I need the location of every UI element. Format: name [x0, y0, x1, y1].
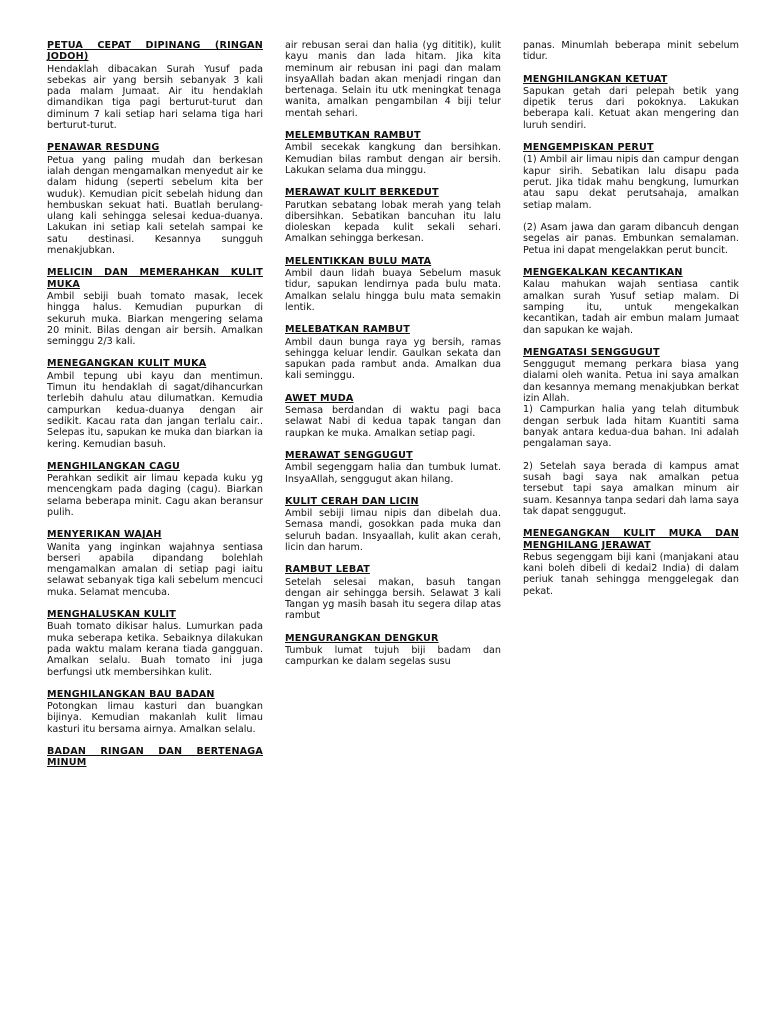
section-heading: KULIT CERAH DAN LICIN [285, 495, 419, 507]
section-heading: MENGURANGKAN DENGKUR [285, 632, 439, 644]
section-heading: PENAWAR RESDUNG [47, 142, 160, 154]
article-section [523, 347, 739, 517]
article-section [523, 142, 739, 256]
section-heading: RAMBUT LEBAT [285, 564, 370, 576]
section-body: Sapukan getah dari pelepah betik yang dipetik terus dari pokoknya. Lakukan beberapa kali. Ketuat akan mengering dan luruh sendiri. [523, 85, 739, 131]
section-heading: MERAWAT SENGGUGUT [285, 449, 413, 461]
section-body: Ambil sebiji buah tomato masak, lecek hingga halus. Kemudian pupurkan di sekuruh muka. Biarkan mengering selama 20 minit. Bilas dengan air bersih. Amalkan seminggu 2/3 kali. [47, 290, 263, 348]
article-section [47, 267, 263, 347]
section-body: Parutkan sebatang lobak merah yang telah dibersihkan. Sebatikan bancuhan itu lalu dioleskan kepada kulit sekali sehari. Amalkan sehingga berkesan. [285, 199, 501, 245]
section-body: Potongkan limau kasturi dan buangkan bijinya. Kemudian makanlah kulit limau kasturi itu bersama airnya. Amalkan selalu. [47, 701, 263, 735]
column-1 [47, 40, 263, 780]
section-heading: MENGHALUSKAN KULIT [47, 609, 177, 621]
section-heading: MENGHILANGKAN BAU BADAN [47, 688, 215, 700]
section-body: air rebusan serai dan halia (yg dititik), kulit kayu manis dan lada hitam. Jika kita meminum air rebusan ini pagi dan malam insyaAllah badan akan menjadi ringan dan bertenaga. Selain itu utk meningkat tenaga wanita, amalkan pengambilan 4 biji telur mentah sehari. [285, 40, 501, 119]
section-heading: MELEMBUTKAN RAMBUT [285, 130, 421, 142]
section-body: Semasa berdandan di waktu pagi baca selawat Nabi di kedua tapak tangan dan raupkan ke muka. Amalkan setiap pagi. [285, 405, 501, 439]
section-heading: MENGATASI SENGGUGUT [523, 346, 660, 358]
section-heading: MENEGANGKAN KULIT MUKA [47, 358, 207, 370]
article-section [47, 142, 263, 256]
section-heading: MENGEKALKAN KECANTIKAN [523, 267, 683, 279]
section-body: Wanita yang inginkan wajahnya sentiasa berseri apabila dipandang bolehlah mengamalkan amalan di setiap pagi iaitu selawat sebanyak tiga kali sebelum mencuci muka. Selamat mencuba. [47, 541, 263, 598]
section-body: Ambil segenggam halia dan tumbuk lumat. InsyaAllah, senggugut akan hilang. [285, 462, 501, 485]
article-section [47, 609, 263, 678]
article-section [47, 40, 263, 131]
section-body: Petua yang paling mudah dan berkesan ialah dengan mengamalkan menyedut air ke dalam hidung (seperti sebelum kita ber wuduk). Kemudian picit sebelah hidung dan hembuskan sekuat hati. Buatlah berulang-ulang kali sehingga selesai kedua-duanya. Lakukan ini setiap kali setelah sampai ke satu destinasi. Kesannya sungguh menakjubkan. [47, 154, 263, 257]
section-body: Buah tomato dikisar halus. Lumurkan pada muka seberapa ketika. Sebaiknya dilakukan pada waktu malam kerana tiada gangguan. Amalkan selalu. Buah tomato ini juga berfungsi utk membersihkan kulit. [47, 621, 263, 678]
article-section [47, 746, 263, 769]
section-body: Ambil daun bunga raya yg bersih, ramas sehingga keluar lendir. Gaulkan sekata dan sapukan pada rambut anda. Amalkan dua kali seminggu. [285, 336, 501, 382]
article-section [285, 324, 501, 381]
section-body: Ambil tepung ubi kayu dan mentimun. Timun itu hendaklah di sagat/dihancurkan terlebih dahulu atau dilumatkan. Kemudia campurkan kedua-duanya dengan air sedikit. Kacau rata dan jangan terlalu cair.. Selepas itu, sapukan ke muka dan biarkan ia kering. Kemudian basuh. [47, 370, 263, 450]
section-heading: MELENTIKKAN BULU MATA [285, 255, 432, 267]
article-section [47, 461, 263, 518]
section-body: Setelah selesai makan, basuh tangan dengan air sehingga bersih. Selawat 3 kali Tangan yg masih basah itu segera dilap atas rambut [285, 576, 501, 622]
article-section [285, 40, 501, 119]
section-heading: MENGHILANGKAN CAGU [47, 460, 181, 472]
section-heading: MENGEMPISKAN PERUT [523, 142, 654, 154]
section-heading: MENGHILANGKAN KETUAT [523, 73, 668, 85]
section-heading: PETUA CEPAT DIPINANG (RINGAN JODOH) [47, 40, 263, 63]
section-body: Ambil daun lidah buaya Sebelum masuk tidur, sapukan lendirnya pada bulu mata. Amalkan selalu hingga bulu mata semakin lentik. [285, 268, 501, 313]
article-section [285, 256, 501, 313]
section-body: Rebus segenggam biji kani (manjakani atau kani boleh dibeli di kedai2 India) di dalam periuk tanah sehingga menggelegak dan pekat. [523, 551, 739, 597]
article-section [47, 358, 263, 449]
article-section [285, 130, 501, 176]
section-body: panas. Minumlah beberapa minit sebelum tidur. [523, 40, 739, 63]
section-body: Tumbuk lumat tujuh biji badam dan campurkan ke dalam segelas susu [285, 645, 501, 668]
section-heading: MENEGANGKAN KULIT MUKA DAN MENGHILANG JERAWAT [523, 528, 739, 551]
article-section [523, 267, 739, 336]
article-section [523, 40, 739, 63]
article-section [285, 450, 501, 485]
section-body: Perahkan sedikit air limau kepada kuku yg mencengkam pada daging (cagu). Biarkan selama beberapa minit. Cagu akan beransur pulih. [47, 473, 263, 518]
section-body: (1) Ambil air limau nipis dan campur dengan kapur sirih. Sebatikan lalu disapu pada perut. Jika tidak mahu bengkung, lumurkan atau sapu dekat perutsahaja, amalkan setiap malam. (2) Asam jawa dan garam dibancuh dengan segelas air panas. Embunkan semalaman. Petua ini dapat mengelakkan perut buncit. [523, 154, 739, 256]
section-body: Hendaklah dibacakan Surah Yusuf pada sebekas air yang bersih sebanyak 3 kali pada malam Jumaat. Air itu hendaklah dimandikan tiga pagi berturut-turut dan diminum 7 kali setiap hari selama tiga hari berturut-turut. [47, 63, 263, 132]
section-heading: MERAWAT KULIT BERKEDUT [285, 187, 439, 199]
section-heading: MELICIN DAN MEMERAHKAN KULIT MUKA [47, 267, 263, 290]
section-heading: MENYERIKAN WAJAH [47, 529, 162, 541]
article-section [285, 633, 501, 668]
article-section [523, 528, 739, 597]
section-body: Ambil sebiji limau nipis dan dibelah dua. Semasa mandi, gosokkan pada muka dan seluruh badan. Insyaallah, kulit akan cerah, licin dan harum. [285, 508, 501, 553]
section-body: Ambil secekak kangkung dan bersihkan. Kemudian bilas rambut dengan air bersih. Lakukan selama dua minggu. [285, 142, 501, 176]
column-2 [285, 40, 501, 679]
article-section [523, 74, 739, 131]
article-section [285, 393, 501, 439]
section-heading: BADAN RINGAN DAN BERTENAGA MINUM [47, 746, 263, 769]
article-section [285, 187, 501, 244]
article-section [285, 496, 501, 553]
section-heading: AWET MUDA [285, 392, 354, 404]
article-section [285, 564, 501, 621]
section-heading: MELEBATKAN RAMBUT [285, 324, 410, 336]
section-body: Kalau mahukan wajah sentiasa cantik amalkan surah Yusuf setiap malam. Di samping itu, untuk mengekalkan kecantikan, tadah air embun malam Jumaat dan sapukan ke wajah. [523, 279, 739, 336]
section-body: Senggugut memang perkara biasa yang dialami oleh wanita. Petua ini saya amalkan dan kesannya memang menakjubkan berkat izin Allah. 1) Campurkan halia yang telah ditumbuk dengan serbuk lada hitam Kuantiti sama banyak antara kedua-dua bahan. Ini adalah pengalaman saya. 2) Setelah saya berada di kampus amat susah bagi saya nak amalkan petua tersebut tapi saya amalkan minum air suam. Kesannya tanpa sedari dah lama saya tak dapat senggugut. [523, 359, 739, 517]
article-section [47, 529, 263, 598]
column-3 [523, 40, 739, 608]
article-section [47, 689, 263, 735]
